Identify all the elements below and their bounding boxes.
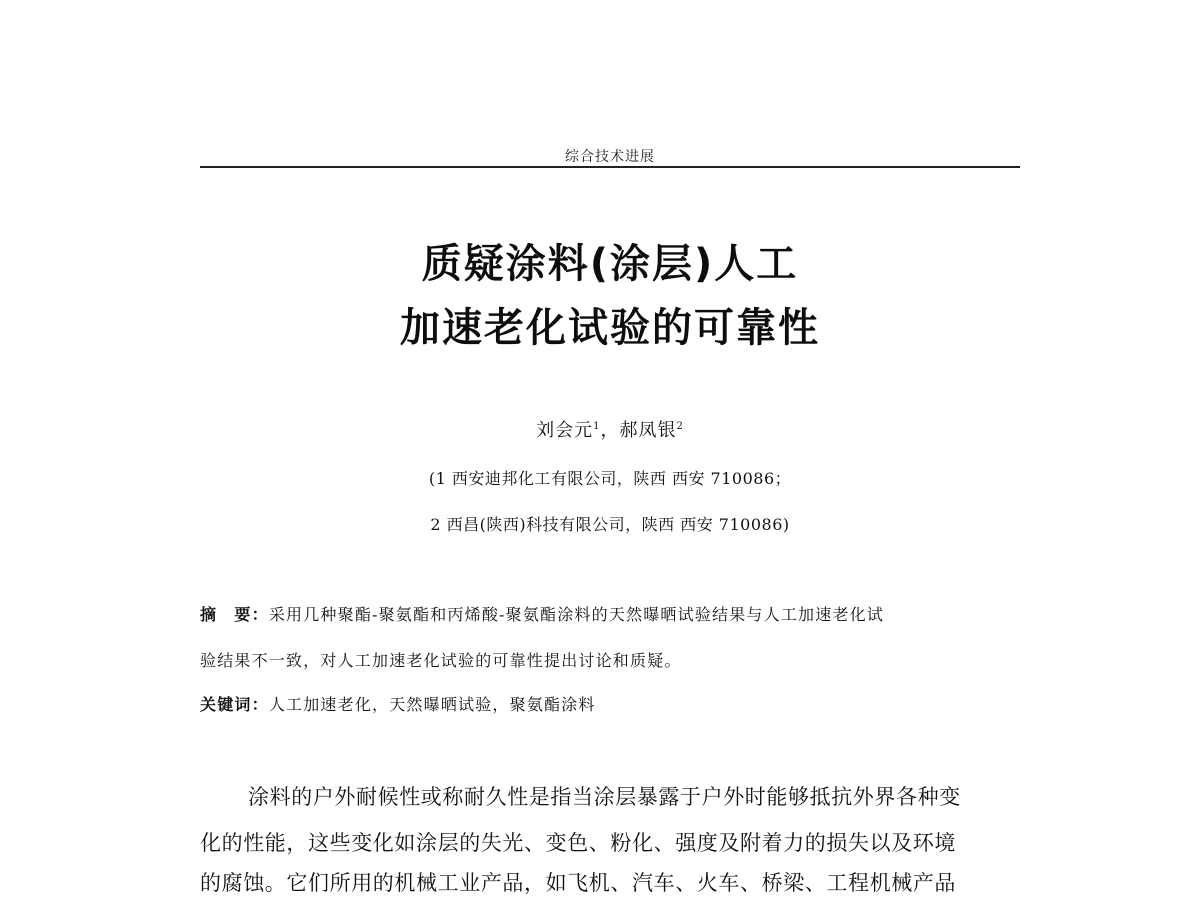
keywords-line (200, 692, 1020, 715)
author-line (200, 416, 1020, 442)
body-paragraph-line-1: 涂料的户外耐候性或称耐久性是指当涂层暴露于户外时能够抵抗外界各种变 (248, 785, 961, 809)
keywords-label: 关键词： (200, 695, 269, 714)
abstract-line-1 (200, 602, 1020, 625)
body-paragraph-line-3: 的腐蚀。它们所用的机械工业产品，如飞机、汽车、火车、桥梁、工程机械产品 (200, 871, 956, 895)
abstract-line-2: 验结果不一致，对人工加速老化试验的可靠性提出讨论和质疑。 (200, 651, 682, 670)
author-2-affil-mark: 2 (676, 421, 684, 432)
affiliation-line-1: (1 西安迪邦化工有限公司，陕西 西安 710086； (428, 469, 792, 488)
affiliation-line-2: 2 西昌(陕西)科技有限公司，陕西 西安 710086) (430, 515, 790, 534)
running-header: 综合技术进展 (565, 149, 655, 165)
author-separator: ， (600, 420, 620, 441)
abstract-label: 摘 要： (200, 605, 269, 624)
author-1: 刘会元 (536, 420, 594, 441)
header-rule (200, 166, 1020, 168)
abstract-text-1: 采用几种聚酯-聚氨酯和丙烯酸-聚氨酯涂料的天然曝晒试验结果与人工加速老化试 (268, 605, 885, 624)
title-line-1: 质疑涂料(涂层)人工 (421, 241, 799, 287)
title-line-2: 加速老化试验的可靠性 (400, 305, 820, 351)
keywords-text: 人工加速老化，天然曝晒试验，聚氨酯涂料 (268, 695, 596, 714)
body-paragraph-line-2: 化的性能，这些变化如涂层的失光、变色、粉化、强度及附着力的损失以及环境 (200, 831, 956, 855)
author-2: 郝凤银 (619, 420, 677, 441)
author-1-affil-mark: 1 (593, 421, 601, 432)
